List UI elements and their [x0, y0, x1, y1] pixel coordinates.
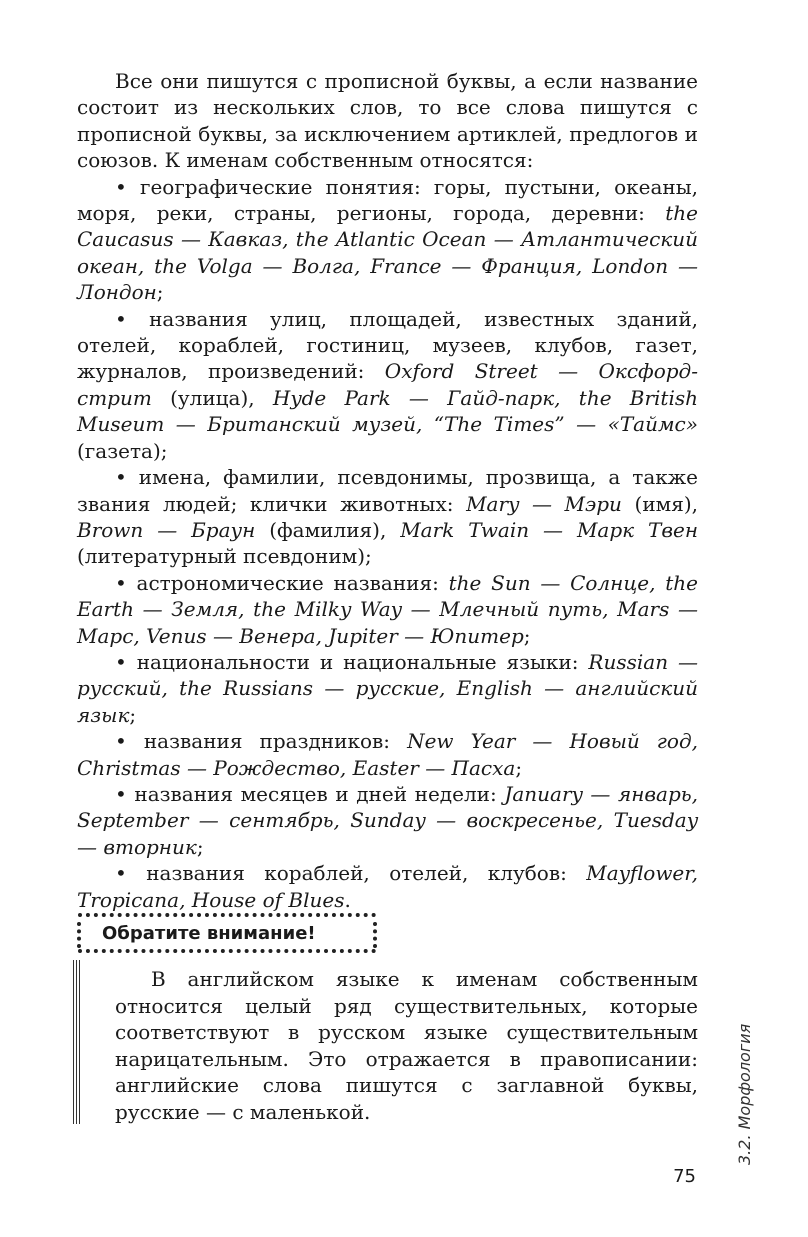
example-text: New Year — Новый год, Christmas — Рождество, Easter — Пасха [77, 729, 698, 780]
page-number: 75 [673, 1166, 696, 1187]
example-text: Mayflower, Tropicana, House of Blues [77, 861, 698, 912]
bullet-text: (литературный псевдоним); [77, 544, 372, 569]
example-text: Russian — русский, the Russians — русские, English — английский язык [77, 649, 698, 727]
intro-paragraph: Все они пишутся с прописной буквы, а если название состоит из нескольких слов, то все слова пишутся с прописной буквы, за исключением артиклей, предлогов и союзов. К именам собственным относятся: [77, 69, 698, 173]
bullet-text: ; [156, 280, 164, 305]
bullet-geo [77, 174, 698, 306]
bullet-text: (газета); [77, 438, 168, 463]
notice-box [78, 913, 376, 953]
bullet-ships [77, 860, 698, 913]
example-text: Mark Twain — Марк Твен [400, 517, 698, 542]
example-text: the Caucasus — Кавказ, the Atlantic Ocean — Атлантический океан, the Volga — Волга, France — Франция, London — Лондон [77, 201, 698, 305]
bullet-text: (фамилия), [255, 517, 401, 542]
bullet-names [77, 464, 698, 570]
bullet-text: • названия месяцев и дней недели: [115, 781, 505, 806]
notice-paragraph: В английском языке к именам собственным относится целый ряд существительных, которые соответствуют в русском языке существительным нарицательным. Это отражается в правописании: английские слова пишутся с заглавной буквы, русские — с маленькой. [115, 967, 698, 1124]
bullet-text: • названия улиц, площадей, известных зданий, отелей, кораблей, гостиниц, музеев, клубов, газет, журналов, произведений: [77, 306, 698, 384]
bullet-streets [77, 306, 698, 464]
bullet-text: ; [129, 702, 137, 727]
bullet-astro [77, 570, 698, 649]
bullet-text: • национальности и национальные языки: [115, 649, 589, 674]
bullet-months [77, 781, 698, 860]
bullet-text: . [344, 887, 351, 912]
bullet-holidays [77, 728, 698, 781]
bullet-text: ; [196, 834, 204, 859]
bullet-nations [77, 649, 698, 728]
bullet-list [77, 174, 698, 913]
notice-text [115, 966, 698, 1126]
notice-side-rule [73, 960, 81, 1124]
example-text: the Sun — Солнце, the Earth — Земля, the Milky Way — Млечный путь, Mars — Марс, Venus — Венера, Jupiter — Юпитер [77, 570, 698, 648]
bullet-text: (улица), [151, 385, 273, 410]
main-text [77, 68, 698, 913]
notice-border-right [373, 922, 377, 948]
bullet-text: • имена, фамилии, псевдонимы, прозвища, а также звания людей; клички животных: [77, 465, 698, 516]
bullet-text: • названия праздников: [115, 729, 408, 754]
example-text: Brown — Браун [77, 517, 256, 542]
example-text: Mary — Мэри [466, 491, 622, 516]
notice-label: Обратите внимание! [102, 923, 316, 944]
bullet-text: ; [523, 623, 531, 648]
bullet-text: ; [515, 755, 523, 780]
bullet-text: • астрономические названия: [115, 570, 449, 595]
bullet-text: (имя), [621, 491, 698, 516]
example-text: January — январь, September — сентябрь, Sunday — воскресенье, Tuesday — вторник [77, 781, 698, 859]
bullet-text: • названия кораблей, отелей, клубов: [115, 861, 587, 886]
notice-border-left [77, 922, 81, 948]
section-label: 3.2. Морфология [735, 1023, 754, 1165]
example-text: Oxford Street — Оксфорд-стрит [77, 359, 698, 410]
example-text: Hyde Park — Гайд-парк, the British Museum — Британский музей, “The Times” — «Таймс» [77, 385, 699, 437]
bullet-text: • географические понятия: горы, пустыни, океаны, моря, реки, страны, регионы, города, деревни: [77, 174, 698, 226]
